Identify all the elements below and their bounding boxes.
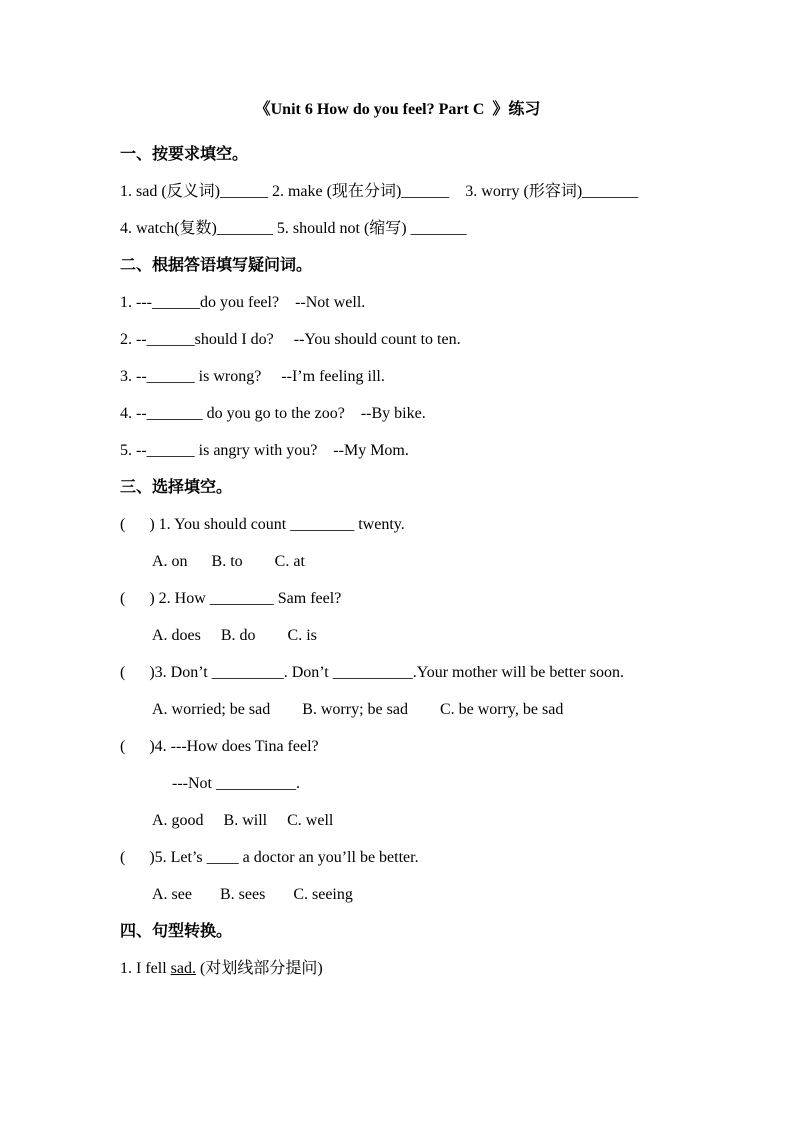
section2-question-3: 3. --______ is wrong? --I’m feeling ill. <box>120 368 385 385</box>
section1-line-2: 4. watch(复数)_______ 5. should not (缩写) _______ <box>120 220 467 237</box>
section3-question-4-options: A. good B. will C. well <box>152 812 334 829</box>
worksheet-title: 《Unit 6 How do you feel? Part C 》练习 <box>254 101 541 118</box>
section4-question-1 <box>120 959 675 978</box>
section3-question-4: ( )4. ---How does Tina feel? <box>120 738 319 755</box>
section3-question-2: ( ) 2. How ________ Sam feel? <box>120 590 342 607</box>
section3-question-4-answer: ---Not __________. <box>172 775 300 792</box>
section2-question-4: 4. --_______ do you go to the zoo? --By bike. <box>120 405 426 422</box>
section1-heading: 一、按要求填空。 <box>120 146 249 163</box>
section2-question-1: 1. ---______do you feel? --Not well. <box>120 294 366 311</box>
section1-line-1: 1. sad (反义词)______ 2. make (现在分词)______ 3. worry (形容词)_______ <box>120 183 639 200</box>
section3-question-3-options: A. worried; be sad B. worry; be sad C. be worry, be sad <box>152 701 564 718</box>
section2-question-2: 2. --______should I do? --You should count to ten. <box>120 331 461 348</box>
section3-question-2-options: A. does B. do C. is <box>152 627 317 644</box>
section4-heading: 四、句型转换。 <box>120 923 233 940</box>
section2-question-5: 5. --______ is angry with you? --My Mom. <box>120 442 409 459</box>
section3-question-3: ( )3. Don’t _________. Don’t __________.Your mother will be better soon. <box>120 664 624 681</box>
section4-question-1-suffix: (对划线部分提问) <box>195 960 323 977</box>
section4-question-1-underlined: sad. <box>170 960 196 977</box>
section3-question-1: ( ) 1. You should count ________ twenty. <box>120 516 405 533</box>
section3-question-1-options: A. on B. to C. at <box>152 553 305 570</box>
section3-heading: 三、选择填空。 <box>120 479 233 496</box>
section3-question-5-options: A. see B. sees C. seeing <box>152 886 353 903</box>
section4-question-1-prefix: 1. I fell <box>120 960 171 977</box>
section2-heading: 二、根据答语填写疑问词。 <box>120 257 313 274</box>
section3-question-5: ( )5. Let’s ____ a doctor an you’ll be better. <box>120 849 419 866</box>
